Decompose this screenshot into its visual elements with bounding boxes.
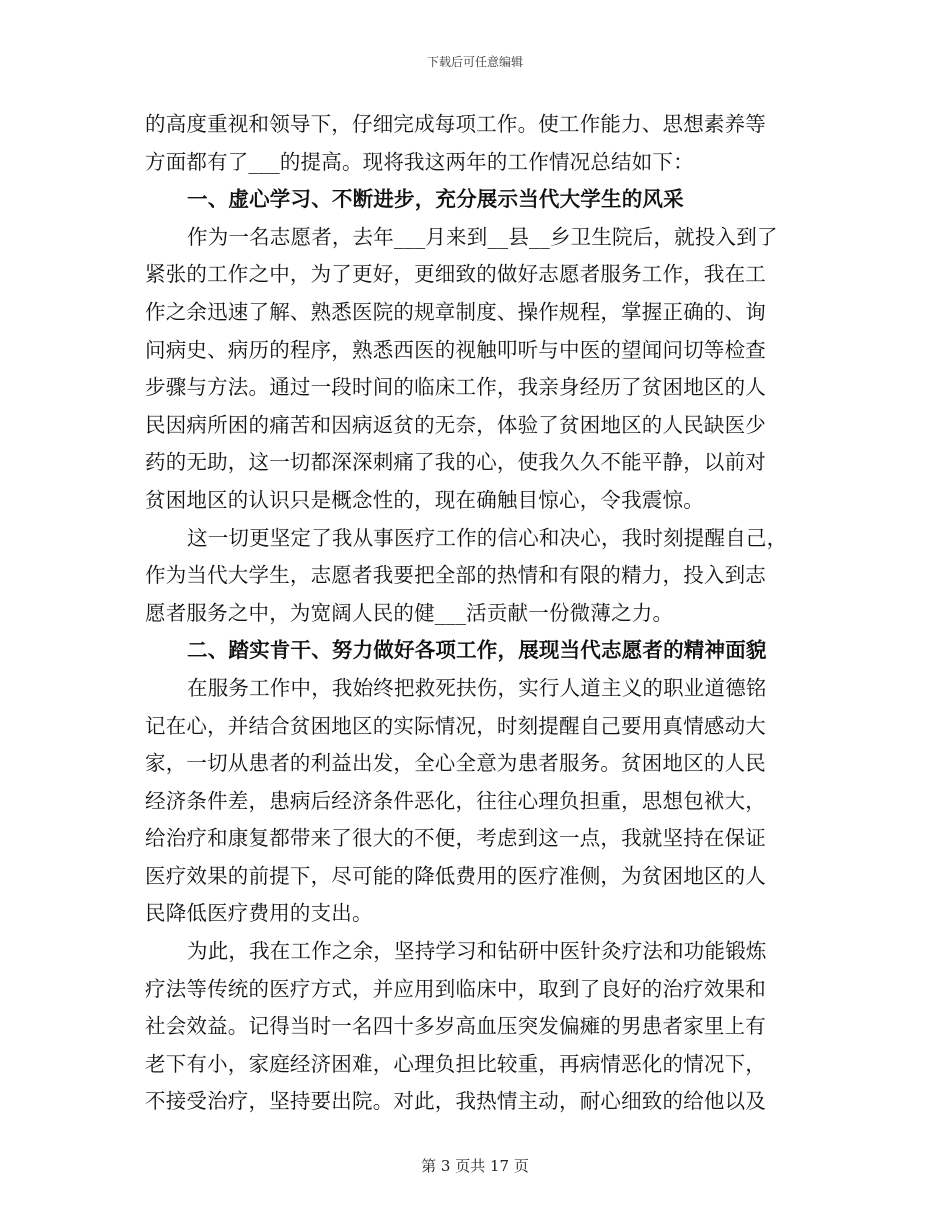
section-heading: 二、踏实肯干、努力做好各项工作，展现当代志愿者的精神面貌 <box>187 638 767 663</box>
document-body <box>145 106 815 1121</box>
text-line: 家，一切从患者的利益出发，全心全意为患者服务。贫困地区的人民 <box>145 751 766 776</box>
text-line: 药的无助，这一切都深深刺痛了我的心，使我久久不能平静，以前对 <box>145 450 766 475</box>
text-line: 医疗效果的前提下，尽可能的降低费用的医疗准侧，为贫困地区的人 <box>145 863 766 888</box>
text-line: 作之余迅速了解、熟悉医院的规章制度、操作规程，掌握正确的、询 <box>145 299 766 324</box>
text-line: 问病史、病历的程序，熟悉西医的视触叩听与中医的望闻问切等检查 <box>145 337 766 362</box>
text-line: 不接受治疗，坚持要出院。对此，我热情主动，耐心细致的给他以及 <box>145 1089 766 1114</box>
text-line: 作为当代大学生，志愿者我要把全部的热情和有限的精力，投入到志 <box>145 563 766 588</box>
text-line: 经济条件差，患病后经济条件恶化，往往心理负担重，思想包袱大， <box>145 788 766 813</box>
text-line: 给治疗和康复都带来了很大的不便，考虑到这一点，我就坚持在保证 <box>145 826 766 851</box>
text-line: 愿者服务之中，为宽阔人民的健___活贡献一份微薄之力。 <box>145 600 674 625</box>
text-line: 民降低医疗费用的支出。 <box>145 901 373 926</box>
page-footer: 第 3 页共 17 页 <box>421 1157 529 1175</box>
text-line: 步骤与方法。通过一段时间的临床工作，我亲身经历了贫困地区的人 <box>145 375 766 400</box>
text-line: 这一切更坚定了我从事医疗工作的信心和决心，我时刻提醒自己， <box>187 525 788 550</box>
text-line: 方面都有了___的提高。现将我这两年的工作情况总结如下： <box>145 149 694 174</box>
text-line: 为此，我在工作之余，坚持学习和钻研中医针灸疗法和功能锻炼 <box>187 939 767 964</box>
text-line: 作为一名志愿者，去年___月来到__县__乡卫生院后，就投入到了 <box>187 224 778 249</box>
text-line: 贫困地区的认识只是概念性的，现在确触目惊心，令我震惊。 <box>145 487 704 512</box>
text-line: 民因病所困的痛苦和因病返贫的无奈，体验了贫困地区的人民缺医少 <box>145 412 766 437</box>
text-line: 疗法等传统的医疗方式，并应用到临床中，取到了良好的治疗效果和 <box>145 976 766 1001</box>
text-line: 紧张的工作之中，为了更好，更细致的做好志愿者服务工作，我在工 <box>145 262 766 287</box>
text-line: 的高度重视和领导下，仔细完成每项工作。使工作能力、思想素养等 <box>145 112 766 136</box>
text-line: 记在心，并结合贫困地区的实际情况，时刻提醒自己要用真情感动大 <box>145 713 766 738</box>
text-line: 社会效益。记得当时一名四十多岁高血压突发偏瘫的男患者家里上有 <box>145 1014 766 1039</box>
text-line: 在服务工作中，我始终把救死扶伤，实行人道主义的职业道德铭 <box>187 675 767 700</box>
section-heading: 一、虚心学习、不断进步，充分展示当代大学生的风采 <box>187 187 684 212</box>
page-header: 下载后可任意编辑 <box>426 55 523 69</box>
text-line: 老下有小，家庭经济困难，心理负担比较重，再病情恶化的情况下， <box>145 1051 766 1076</box>
